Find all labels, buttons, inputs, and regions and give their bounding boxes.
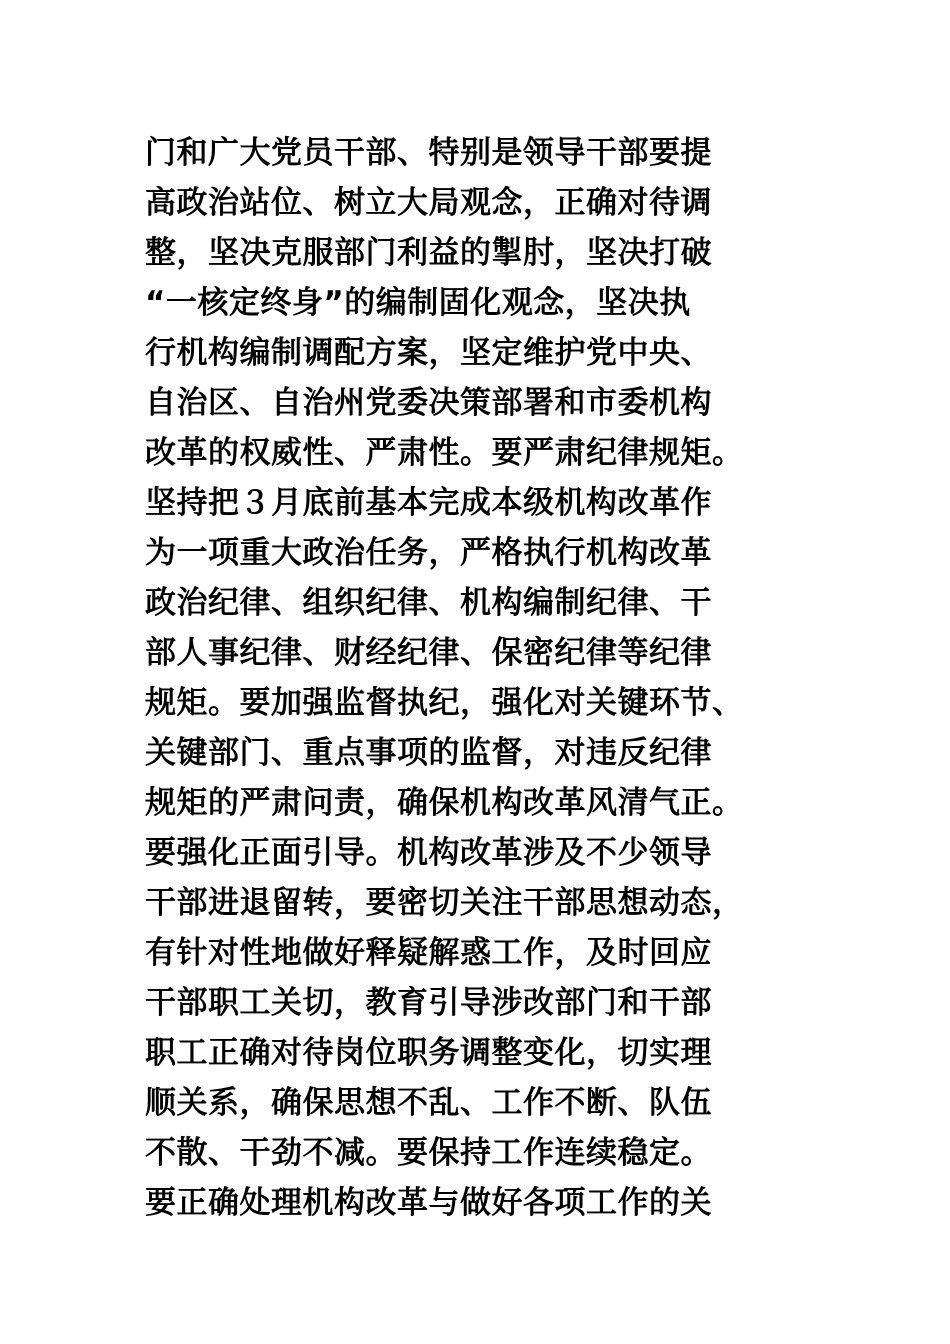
text-line: 干部职工关切，教育引导涉改部门和干部 [145,985,712,1021]
text-line: 规矩。要加强监督执纪，强化对关键环节、 [145,685,744,721]
text-line: 部人事纪律、财经纪律、保密纪律等纪律 [145,635,712,671]
text-line: 要正确处理机构改革与做好各项工作的关 [145,1185,712,1221]
text-line: 不散、干劲不减。要保持工作连续稳定。 [145,1135,712,1171]
text-line: 顺关系，确保思想不乱、工作不断、队伍 [145,1085,712,1121]
text-line: 要强化正面引导。机构改革涉及不少领导 [145,835,712,871]
text-line: “一核定终身”的编制固化观念，坚决执 [145,285,691,321]
text-line: 门和广大党员干部、特别是领导干部要提 [145,135,712,171]
text-line: 干部进退留转，要密切关注干部思想动态， [145,885,744,921]
text-line: 坚持把３月底前基本完成本级机构改革作 [145,485,712,521]
body-text [145,128,835,1228]
text-line: 职工正确对待岗位职务调整变化，切实理 [145,1035,712,1071]
text-line: 有针对性地做好释疑解惑工作，及时回应 [145,935,712,971]
text-line: 行机构编制调配方案，坚定维护党中央、 [145,335,712,371]
text-line: 整，坚决克服部门利益的掣肘，坚决打破 [145,235,712,271]
text-line: 改革的权威性、严肃性。要严肃纪律规矩。 [145,435,744,471]
text-line: 高政治站位、树立大局观念，正确对待调 [145,185,712,221]
text-line: 规矩的严肃问责，确保机构改革风清气正。 [145,785,744,821]
text-line: 自治区、自治州党委决策部署和市委机构 [145,385,712,421]
text-line: 为一项重大政治任务，严格执行机构改革 [145,535,712,571]
text-line: 政治纪律、组织纪律、机构编制纪律、干 [145,585,712,621]
text-line: 关键部门、重点事项的监督，对违反纪律 [145,735,712,771]
